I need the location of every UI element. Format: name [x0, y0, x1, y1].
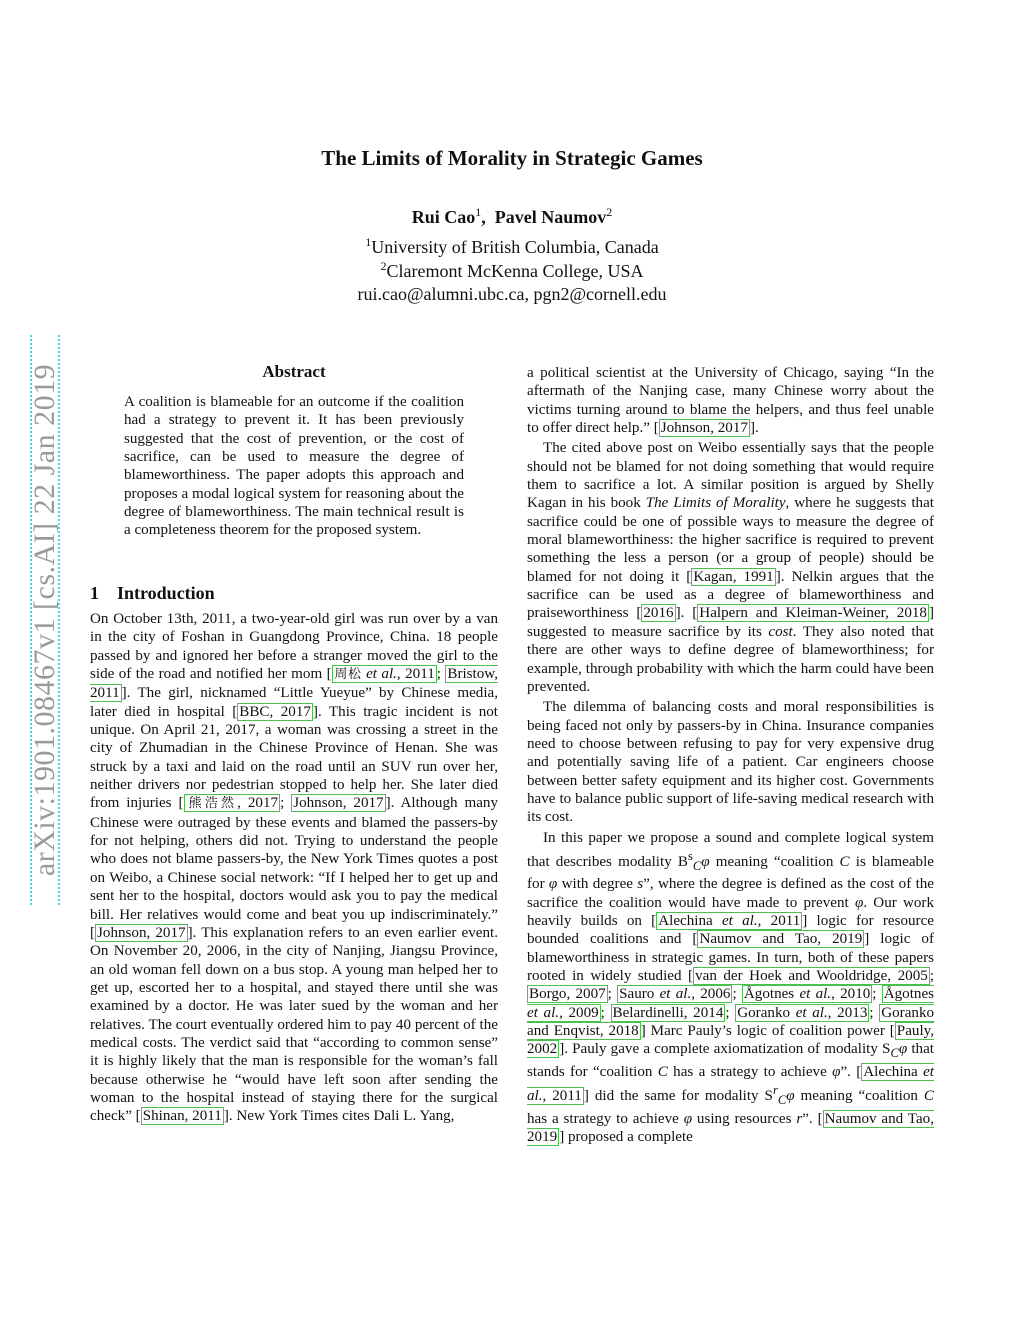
left-column — [90, 610, 498, 1126]
citation-link[interactable]: 2016 — [643, 605, 674, 622]
affiliation-1: $^1$University of British Columbia, Canada — [365, 235, 659, 257]
citation-link[interactable]: Alechina et al., 2011 — [658, 913, 801, 930]
citation-link[interactable]: Belardinelli, 2014 — [612, 1004, 724, 1021]
author-2: Pavel Naumov — [494, 207, 607, 227]
authors: Rui Cao$^1$, Pavel Naumov$^2$ — [411, 205, 613, 227]
citation-link[interactable]: Ågotnes et al., 2009 — [527, 986, 935, 1021]
citation-link[interactable]: Goranko et al., 2013 — [737, 1004, 868, 1021]
abstract-heading: Abstract — [262, 362, 326, 381]
citation-link[interactable]: Shinan, 2011 — [142, 1108, 222, 1125]
citation-link[interactable]: Goranko and Enqvist, 2018 — [527, 1004, 935, 1040]
citation-link[interactable]: Sauro et al., 2006 — [619, 986, 731, 1003]
citation-link[interactable]: Johnson, 2017 — [660, 420, 748, 437]
citation-link[interactable]: Ågotnes et al., 2010 — [743, 986, 871, 1003]
citation-link[interactable]: Naumov and Tao, 2019 — [699, 931, 863, 948]
citation-link[interactable]: Naumov and Tao, 2019 — [527, 1110, 934, 1145]
citation-link[interactable]: Johnson, 2017 — [97, 924, 186, 941]
affiliation-2: $^2$Claremont McKenna College, USA — [380, 259, 644, 281]
citation-link[interactable]: Pauly, 2002 — [527, 1023, 934, 1058]
intro-paragraph-4: In this paper we propose a sound and complete logical system that describes modality $B^s_C\varphi$ meaning “coalition C is blameable for φ with degree s”, where the degree is defined as the cost of the sacrifice the coalition would have made to prevent φ. Our work heavily builds on [ Alechina et al., 2011 ] logic for resource bounded coalitions and [ Naumov and Tao, 2019 ] logic of blameworthiness in strategic games. In turn, both of these papers rooted in widely studied [ van der Hoek and Wooldridge, 2005 ; Borgo, 2007 ; Sauro et al., 2006 ; Ågotnes et al., 2010 ; Ågotnes et al., 2009 ; Belardinelli, 2014 ; Goranko et al., 2013 ; Goranko and Enqvist, 2018 ] Marc Pauly’s logic of coalition power [ Pauly, 2002 ]. Pauly gave a complete axiomatization of modality $S_C\varphi$ that stands for “coalition C has a strategy to achieve φ”. [ Alechina et al., 2011 ] did the same for modality $S^r_C\varphi$ meaning “coalition C has a strategy to achieve φ using resources r”. [ Naumov and Tao, 2019 ] proposed a complete — [527, 829, 935, 1145]
author-emails: rui.cao@alumni.ubc.ca, pgn2@cornell.edu — [357, 284, 667, 304]
citation-link[interactable]: Alechina et al., 2011 — [527, 1063, 934, 1105]
citation-link[interactable]: Johnson, 2017 — [293, 795, 384, 812]
arxiv-label: arXiv:1901.08467v1 [cs.AI] 22 Jan 2019 — [28, 363, 62, 877]
section-heading-introduction: 1 Introduction — [90, 583, 215, 603]
author-2-sup: 2 — [606, 205, 613, 219]
citation-link[interactable]: 熊浩然, 2017 — [185, 795, 279, 812]
citation-link[interactable]: 周松 et al., 2011 — [333, 666, 435, 683]
abstract-body — [124, 393, 464, 540]
citation-link[interactable]: Borgo, 2007 — [529, 986, 606, 1003]
intro-paragraph-1: On October 13th, 2011, a two-year-old girl was run over by a van in the city of Foshan in Guangdong Province, China. 18 people passed by and ignored her before a stranger moved the girl to the side of the road and notified her mom [ 周松 et al., 2011 ; Bristow, 2011 ]. The girl, nicknamed “Little Yueyue” by Chinese media, later died in hospital [ BBC, 2017 ]. This tragic incident is not unique. On April 21, 2017, a woman was crossing a street in the city of Zhumadian in the Chinese Province of Henan. She was struck by a taxi and laid on the road until an SUV run over her, neither drivers nor pedestrian stopped to help her. She later died from injuries [ 熊浩然, 2017 ; Johnson, 2017 ]. Although many Chinese were outraged by these events and blamed the passers-by for not helping, others did not. Trying to understand the people who does not blame passers-by, the New York Times quotes a post on Weibo, a Chinese social network: “If I helped her to get up and sent her to the hospital, doctors would ask you to pay the medical bill. Her relatives would come and beat you up indiscriminately.” [ Johnson, 2017 ]. This explanation refers to an even earlier event. On November 20, 2006, in the city of Nanjing, Jiangsu Province, an old woman fell down on a bus stop. A young man helped her to get up, escorted her to a hospital, and stayed there until she was examined by a doctor. He was later sued by the woman and her relatives. The court eventually ordered him to pay 40 percent of the medical costs. The verdict said that “according to common sense” it is highly likely that the man is responsible for the woman’s fall because otherwise he “would have left soon after sending the woman to the hospital instead of staying there for the surgical check” [ Shinan, 2011 ]. New York Times cites Dali L. Yang, — [90, 611, 499, 1125]
author-1: Rui Cao — [411, 207, 476, 227]
abstract-text: A coalition is blameable for an outcome if the coalition had a strategy to prevent it. It has been previously suggested that the cost of prevention, or the cost of sacrifice, can be used to measure the degree of blameworthiness. The paper adopts this approach and proposes a modal logical system for reasoning about the degree of blameworthiness. The main technical result is a completeness theorem for the proposed system. — [124, 394, 464, 539]
intro-paragraph-2: The cited above post on Weibo essentially says that the people should not be blamed for not doing something that would require them to sacrifice a lot. A similar position is argued by Shelly Kagan in his book The Limits of Morality, where he suggests that sacrifice could be one of possible ways to measure the degree of moral blameworthiness: the higher sacrifice is required to prevent something the less a person (or a group of people) should be blamed for not doing it [ Kagan, 1991 ]. Nelkin argues that the sacrifice can be used as a degree of blameworthiness and praiseworthiness [ 2016 ]. [ Halpern and Kleiman-Weiner, 2018 ] suggested to measure sacrifice by its cost. They also noted that there are other ways to define degree of blameworthiness; for example, through probability with which the harm could have been prevented. — [527, 440, 934, 695]
intro-paragraph-1-cont: a political scientist at the University of Chicago, saying “In the aftermath of the Nanjing case, many Chinese worry about the victims turning around to blame the helpers, and thus feel unable to offer direct help.” [ Johnson, 2017 ]. — [527, 365, 934, 437]
citation-link[interactable]: Halpern and Kleiman-Weiner, 2018 — [699, 605, 927, 622]
citation-link[interactable]: Bristow, 2011 — [90, 666, 498, 702]
author-1-sup: 1 — [475, 205, 482, 219]
arxiv-identifier — [30, 335, 60, 905]
citation-link[interactable]: van der Hoek and Wooldridge, 2005 — [695, 968, 928, 985]
intro-paragraph-3: The dilemma of balancing costs and moral responsibilities is being faced not only by passers-by in China. Insurance companies need to choose between refusing to pay for very expensive drug and potentially saving life of a patient. Car engineers choose between better safety equipment and its higher cost. Governments have to balance public support of life-saving medical research with its cost. — [527, 699, 934, 826]
paper-title: The Limits of Morality in Strategic Games — [321, 146, 703, 170]
citation-link[interactable]: Kagan, 1991 — [693, 568, 774, 585]
right-column — [527, 364, 934, 1146]
citation-link[interactable]: BBC, 2017 — [239, 703, 311, 720]
